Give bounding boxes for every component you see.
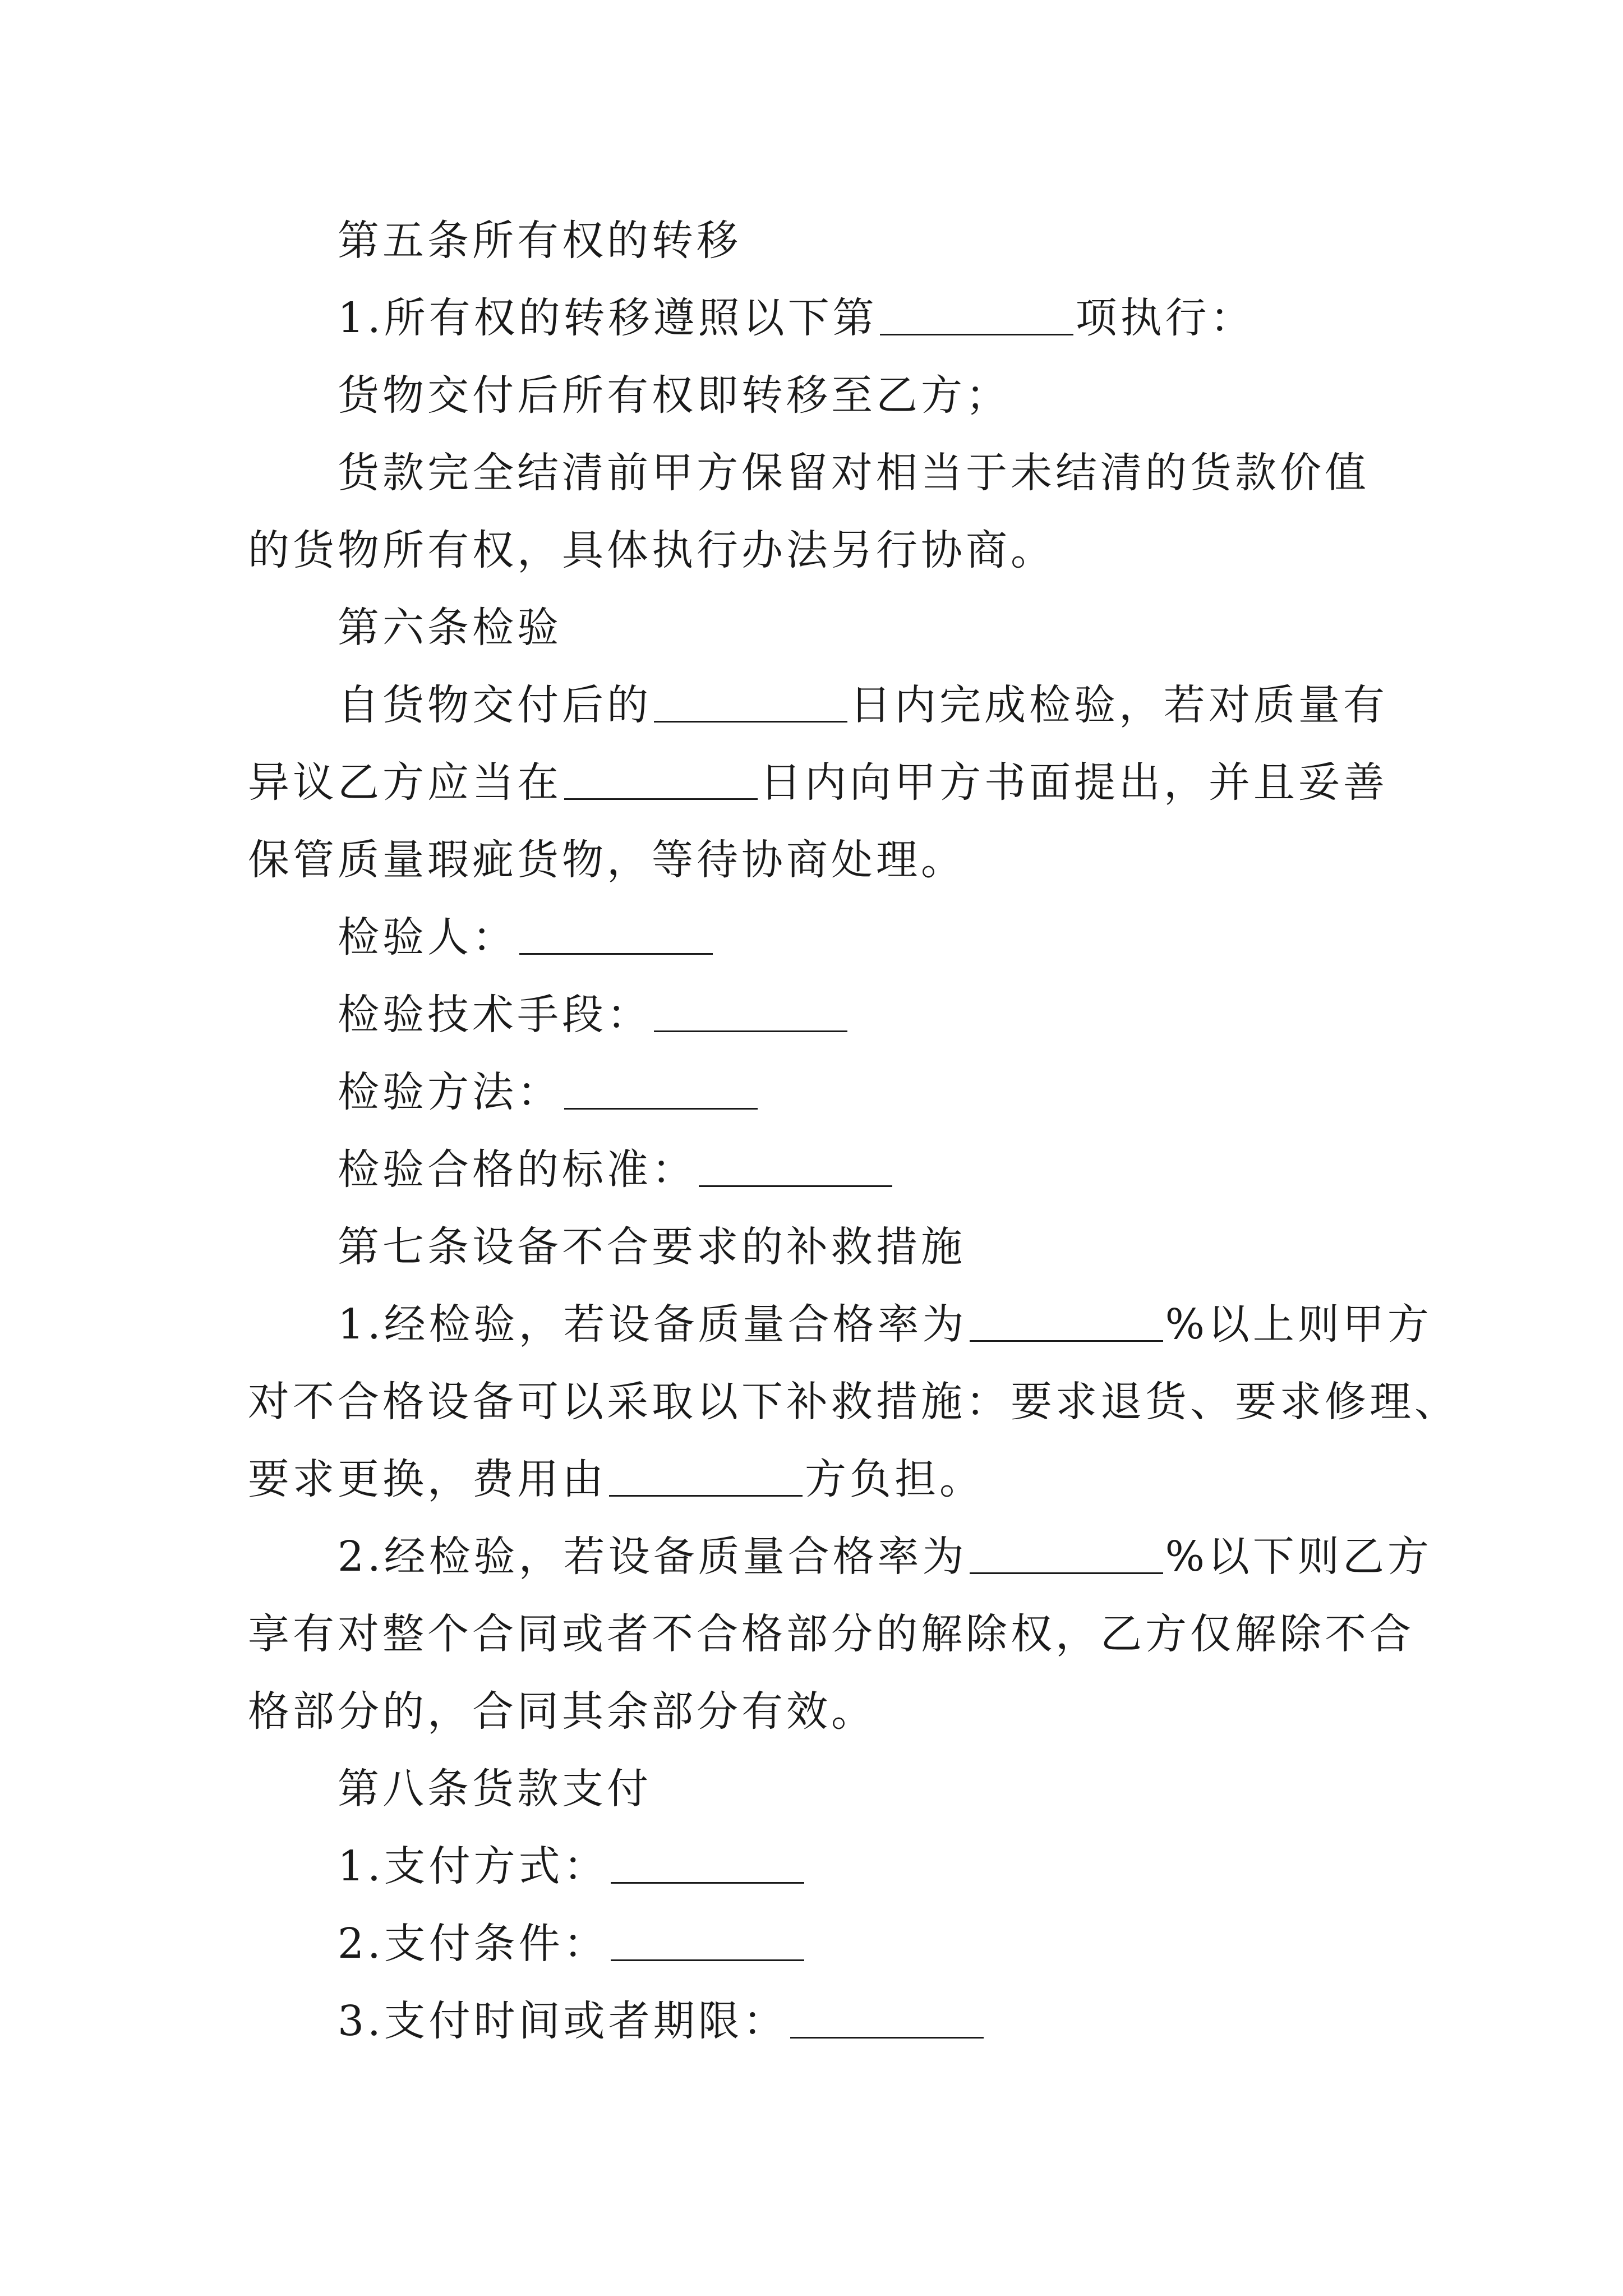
paragraph-text: 自货物交付后的: [338, 681, 652, 729]
option-text: 货款完全结清前甲方保留对相当于未结清的货款价值: [338, 449, 1370, 497]
clause-text: 方负担。: [805, 1455, 984, 1503]
clause-text: 1.经检验，若设备质量合格率为: [338, 1300, 967, 1349]
clause-text: %以上则甲方: [1165, 1300, 1432, 1349]
article-5-option-2-line-2: [248, 512, 1386, 589]
fill-in-blank[interactable]: [654, 679, 847, 723]
article-6-paragraph-line-3: [248, 821, 1386, 899]
clause-text: 2.经检验，若设备质量合格率为: [338, 1533, 967, 1581]
paragraph-text: 保管质量瑕疵货物，等待协商处理。: [248, 836, 966, 884]
article-8-heading-text: 第八条货款支付: [338, 1765, 652, 1813]
payment-method-blank[interactable]: [611, 1841, 804, 1884]
article-5-clause-1: [248, 279, 1386, 357]
paragraph-text: 日内完成检验，若对质量有: [850, 681, 1388, 729]
payment-time-field: [248, 1982, 1386, 2060]
field-label: 检验方法：: [338, 1068, 562, 1116]
inspection-method-field: [248, 1053, 1386, 1131]
article-7-heading-text: 第七条设备不合要求的补救措施: [338, 1223, 966, 1271]
article-7-clause-1-line-2: [248, 1363, 1459, 1441]
article-5-heading-text: 第五条所有权的转移: [338, 217, 741, 265]
article-7-heading: [248, 1208, 1386, 1286]
payment-condition-field: [248, 1905, 1386, 1982]
article-7-clause-1-line-3: [248, 1441, 1386, 1518]
article-6-heading-text: 第六条检验: [338, 604, 562, 652]
field-label: 检验人：: [338, 913, 517, 961]
clause-text: 要求更换，费用由: [248, 1455, 607, 1503]
clause-text: 1.所有权的转移遵照以下第: [338, 294, 878, 342]
article-5-heading: [248, 202, 1386, 279]
field-label: 检验合格的标准：: [338, 1145, 697, 1194]
document-body: [248, 202, 1459, 2060]
option-text: 货物交付后所有权即转移至乙方；: [338, 371, 1011, 420]
clause-text: 项执行：: [1075, 294, 1255, 342]
paragraph-text: 异议乙方应当在: [248, 758, 562, 807]
article-7-clause-2-line-3: [248, 1673, 1386, 1750]
inspection-standard-field: [248, 1131, 1386, 1208]
article-8-heading: [248, 1750, 1386, 1828]
payment-method-field: [248, 1828, 1386, 1905]
payment-condition-blank[interactable]: [611, 1918, 804, 1961]
clause-text: 享有对整个合同或者不合格部分的解除权，乙方仅解除不合: [248, 1610, 1414, 1658]
paragraph-text: 日内向甲方书面提出，并且妥善: [760, 758, 1388, 807]
payment-time-blank[interactable]: [790, 1995, 984, 2039]
inspection-method-blank[interactable]: [564, 1066, 758, 1110]
article-5-option-1: [248, 357, 1386, 434]
qualification-rate-blank[interactable]: [970, 1299, 1163, 1342]
article-7-clause-2-line-1: [248, 1518, 1432, 1595]
fill-in-blank[interactable]: [564, 757, 758, 800]
inspection-technique-field: [248, 976, 1386, 1053]
clause-text: %以下则乙方: [1165, 1533, 1432, 1581]
inspector-field: [248, 899, 1386, 976]
article-7-clause-2-line-2: [248, 1595, 1414, 1673]
article-6-heading: [248, 589, 1386, 666]
cost-bearer-blank[interactable]: [609, 1453, 803, 1497]
inspection-technique-blank[interactable]: [654, 989, 847, 1032]
inspection-standard-blank[interactable]: [699, 1144, 892, 1187]
qualification-rate-blank[interactable]: [970, 1531, 1163, 1574]
article-7-clause-1-line-1: [248, 1286, 1432, 1363]
article-5-option-2-line-1: [248, 434, 1386, 512]
option-text: 的货物所有权，具体执行办法另行协商。: [248, 526, 1055, 574]
article-6-paragraph-line-2: [248, 744, 1386, 821]
field-label: 3.支付时间或者期限：: [338, 1997, 788, 2045]
field-label: 检验技术手段：: [338, 991, 652, 1039]
field-label: 2.支付条件：: [338, 1920, 608, 1968]
clause-text: 格部分的，合同其余部分有效。: [248, 1687, 876, 1736]
inspector-blank[interactable]: [519, 912, 713, 955]
field-label: 1.支付方式：: [338, 1842, 608, 1890]
fill-in-blank[interactable]: [880, 292, 1073, 335]
article-6-paragraph-line-1: [248, 666, 1386, 744]
clause-text: 对不合格设备可以采取以下补救措施：要求退货、要求修理、: [248, 1378, 1459, 1426]
